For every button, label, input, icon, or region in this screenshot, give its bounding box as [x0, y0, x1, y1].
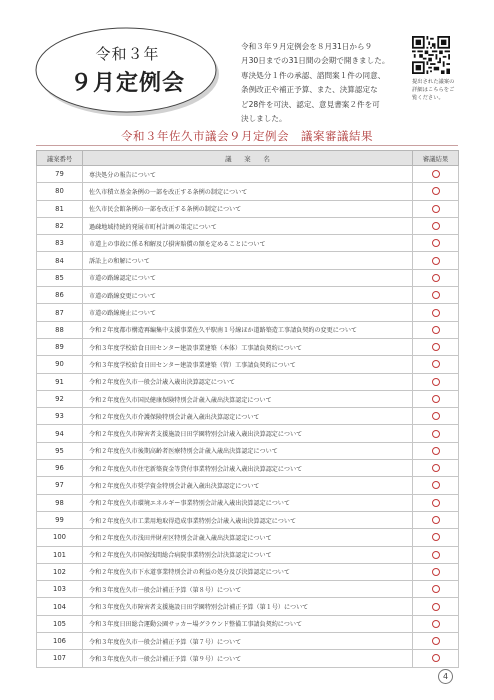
table-row: [37, 217, 459, 234]
table-row: [37, 494, 459, 511]
row-number: 94: [37, 425, 83, 442]
intro-line: 決しました。: [241, 114, 287, 124]
row-number: 105: [37, 615, 83, 632]
table-row: [37, 529, 459, 546]
row-result: [413, 425, 459, 442]
row-title: 令和２年度佐久市介護保険特別会計歳入歳出決算認定について: [83, 408, 413, 425]
intro-line: 月30日までの31日間の会期で開きました。: [241, 56, 390, 66]
row-title: 令和２年度佐久市工業用地取得造成事業特別会計歳入歳出決算認定について: [83, 511, 413, 528]
approved-circle-icon: [432, 222, 440, 230]
table-header-row: [37, 151, 459, 166]
row-number: 85: [37, 269, 83, 286]
row-result: [413, 356, 459, 373]
row-title: 令和３年度佐久市一般会計補正予算（第９号）について: [83, 650, 413, 667]
row-result: [413, 338, 459, 355]
approved-circle-icon: [432, 274, 440, 282]
approved-circle-icon: [432, 378, 440, 386]
row-title: 令和２年度佐久市障害者支援施設日田学園特別会計歳入歳出決算認定について: [83, 425, 413, 442]
table-row: [37, 269, 459, 286]
row-result: [413, 304, 459, 321]
badge-year: 令和３年: [95, 45, 160, 63]
row-number: 96: [37, 460, 83, 477]
approved-circle-icon: [432, 516, 440, 524]
row-number: 81: [37, 200, 83, 217]
table-row: [37, 650, 459, 667]
row-title: 令和２年度佐久市下水道事業特別会計の利益の処分及び決算認定について: [83, 563, 413, 580]
intro-line: ど28件を可決、認定、意見書案２件を可: [241, 99, 380, 109]
table-row: [37, 390, 459, 407]
row-result: [413, 252, 459, 269]
qr-caption-line: 詳細はこちらをご: [412, 87, 455, 93]
approved-circle-icon: [432, 360, 440, 368]
approved-circle-icon: [432, 395, 440, 403]
row-result: [413, 546, 459, 563]
table-row: [37, 581, 459, 598]
approved-circle-icon: [432, 326, 440, 334]
approved-circle-icon: [432, 499, 440, 507]
intro-line: 専決処分１件の承認、諮問案１件の同意、: [241, 70, 386, 80]
row-result: [413, 442, 459, 459]
row-number: 98: [37, 494, 83, 511]
row-title: 令和３年度佐久市一般会計補正予算（第８号）について: [83, 581, 413, 598]
header-result: 審議結果: [413, 151, 459, 166]
badge-title: ９月定例会: [69, 70, 185, 96]
row-number: 86: [37, 287, 83, 304]
table-row: [37, 287, 459, 304]
row-title: 令和２年度佐久市後期高齢者医療特別会計歳入歳出決算認定について: [83, 442, 413, 459]
table-row: [37, 633, 459, 650]
approved-circle-icon: [432, 309, 440, 317]
row-number: 103: [37, 581, 83, 598]
intro-line: 令和３年９月定例会を８月31日から９: [241, 42, 373, 51]
row-number: 102: [37, 563, 83, 580]
approved-circle-icon: [432, 412, 440, 420]
row-number: 95: [37, 442, 83, 459]
row-title: 令和３年度佐久市一般会計補正予算（第７号）について: [83, 633, 413, 650]
table-row: [37, 321, 459, 338]
row-number: 83: [37, 235, 83, 252]
row-title: 市道の路線認定について: [83, 269, 413, 286]
row-number: 88: [37, 321, 83, 338]
row-title: 令和２年度佐久市奨学資金特別会計歳入歳出決算認定について: [83, 477, 413, 494]
section-heading: 令和３年佐久市議会９月定例会 議案審議結果: [121, 129, 373, 143]
approved-circle-icon: [432, 481, 440, 489]
row-title: 訴訟上の和解について: [83, 252, 413, 269]
row-result: [413, 650, 459, 667]
row-title: 市道の路線廃止について: [83, 304, 413, 321]
header-number: 議案番号: [37, 151, 83, 166]
approved-circle-icon: [432, 620, 440, 628]
row-result: [413, 581, 459, 598]
row-number: 107: [37, 650, 83, 667]
approved-circle-icon: [432, 533, 440, 541]
row-result: [413, 373, 459, 390]
table-row: [37, 442, 459, 459]
row-title: 令和２年度佐久市一般会計歳入歳出決算認定について: [83, 373, 413, 390]
row-result: [413, 511, 459, 528]
row-title: 佐久市積立基金条例の一部を改正する条例の制定について: [83, 183, 413, 200]
title-badge: [34, 26, 221, 118]
row-result: [413, 563, 459, 580]
row-result: [413, 200, 459, 217]
row-number: 90: [37, 356, 83, 373]
row-result: [413, 615, 459, 632]
row-title: 令和２年度佐久市国保浅間総合病院事業特別会計決算認定について: [83, 546, 413, 563]
approved-circle-icon: [432, 447, 440, 455]
approved-circle-icon: [432, 257, 440, 265]
row-title: 令和２年度佐久市浅田井財産区特別会計歳入歳出決算認定について: [83, 529, 413, 546]
row-title: 令和２年度佐久市国民健康保険特別会計歳入歳出決算認定について: [83, 390, 413, 407]
table-row: [37, 338, 459, 355]
approved-circle-icon: [432, 464, 440, 472]
row-result: [413, 529, 459, 546]
approved-circle-icon: [432, 430, 440, 438]
table-row: [37, 563, 459, 580]
intro-text: [241, 40, 409, 126]
approved-circle-icon: [432, 187, 440, 195]
table-row: [37, 511, 459, 528]
table-row: [37, 166, 459, 183]
row-result: [413, 598, 459, 615]
row-result: [413, 235, 459, 252]
row-title: 専決処分の報告について: [83, 166, 413, 183]
approved-circle-icon: [432, 170, 440, 178]
approved-circle-icon: [432, 239, 440, 247]
table-row: [37, 200, 459, 217]
row-result: [413, 390, 459, 407]
row-number: 92: [37, 390, 83, 407]
approved-circle-icon: [432, 205, 440, 213]
row-result: [413, 460, 459, 477]
row-number: 104: [37, 598, 83, 615]
approved-circle-icon: [432, 654, 440, 662]
row-title: 令和２年度佐久市環境エネルギー事業特別会計歳入歳出決算認定について: [83, 494, 413, 511]
table-row: [37, 356, 459, 373]
row-number: 82: [37, 217, 83, 234]
row-title: 令和２年度佐久市住宅新築資金等貸付事業特別会計歳入歳出決算認定について: [83, 460, 413, 477]
row-title: 市道上の事故に係る和解及び損害賠償の額を定めることについて: [83, 235, 413, 252]
table-row: [37, 304, 459, 321]
row-number: 101: [37, 546, 83, 563]
page-number: 4: [438, 669, 453, 684]
row-title: 市道の路線変更について: [83, 287, 413, 304]
table-row: [37, 425, 459, 442]
approved-circle-icon: [432, 637, 440, 645]
row-number: 89: [37, 338, 83, 355]
table-row: [37, 460, 459, 477]
qr-caption: [412, 78, 468, 102]
row-title: 過疎地域持続的発展市町村計画の策定について: [83, 217, 413, 234]
row-number: 93: [37, 408, 83, 425]
table-row: [37, 598, 459, 615]
row-result: [413, 494, 459, 511]
row-result: [413, 633, 459, 650]
table-row: [37, 183, 459, 200]
row-result: [413, 408, 459, 425]
row-result: [413, 321, 459, 338]
qr-caption-line: 覧ください。: [412, 95, 444, 101]
approved-circle-icon: [432, 603, 440, 611]
table-row: [37, 615, 459, 632]
row-title: 令和３年度佐久市障害者支援施設日田学園特別会計補正予算（第１号）について: [83, 598, 413, 615]
row-number: 97: [37, 477, 83, 494]
qr-caption-line: 提出された議案の: [412, 79, 455, 85]
table-row: [37, 373, 459, 390]
row-title: 令和３年度日田総合運動公園サッカー場グラウンド整備工事請負契約について: [83, 615, 413, 632]
qr-code-icon[interactable]: [412, 36, 450, 74]
row-number: 106: [37, 633, 83, 650]
approved-circle-icon: [432, 568, 440, 576]
table-row: [37, 235, 459, 252]
row-result: [413, 166, 459, 183]
table-row: [37, 477, 459, 494]
row-number: 80: [37, 183, 83, 200]
row-result: [413, 477, 459, 494]
row-result: [413, 183, 459, 200]
row-result: [413, 217, 459, 234]
row-title: 令和２年度都市構造再編集中支援事業佐久平駅南１号線ほか道路築造工事請負契約の変更について: [83, 321, 413, 338]
row-number: 87: [37, 304, 83, 321]
approved-circle-icon: [432, 343, 440, 351]
approved-circle-icon: [432, 291, 440, 299]
row-number: 99: [37, 511, 83, 528]
row-number: 79: [37, 166, 83, 183]
row-title: 令和３年度学校給食日田センター建設事業建築（本体）工事請負契約について: [83, 338, 413, 355]
heading-divider: [36, 145, 458, 146]
approved-circle-icon: [432, 585, 440, 593]
table-row: [37, 252, 459, 269]
intro-line: 条例改正や補正予算、また、決算認定な: [241, 85, 378, 95]
results-table: [36, 150, 459, 668]
row-title: 令和３年度学校給食日田センター建設事業建築（管）工事請負契約について: [83, 356, 413, 373]
row-result: [413, 287, 459, 304]
row-title: 佐久市民会館条例の一部を改正する条例の制定について: [83, 200, 413, 217]
header-title: 議 案 名: [83, 151, 413, 166]
row-number: 100: [37, 529, 83, 546]
row-result: [413, 269, 459, 286]
table-row: [37, 408, 459, 425]
approved-circle-icon: [432, 551, 440, 559]
row-number: 84: [37, 252, 83, 269]
table-row: [37, 546, 459, 563]
row-number: 91: [37, 373, 83, 390]
